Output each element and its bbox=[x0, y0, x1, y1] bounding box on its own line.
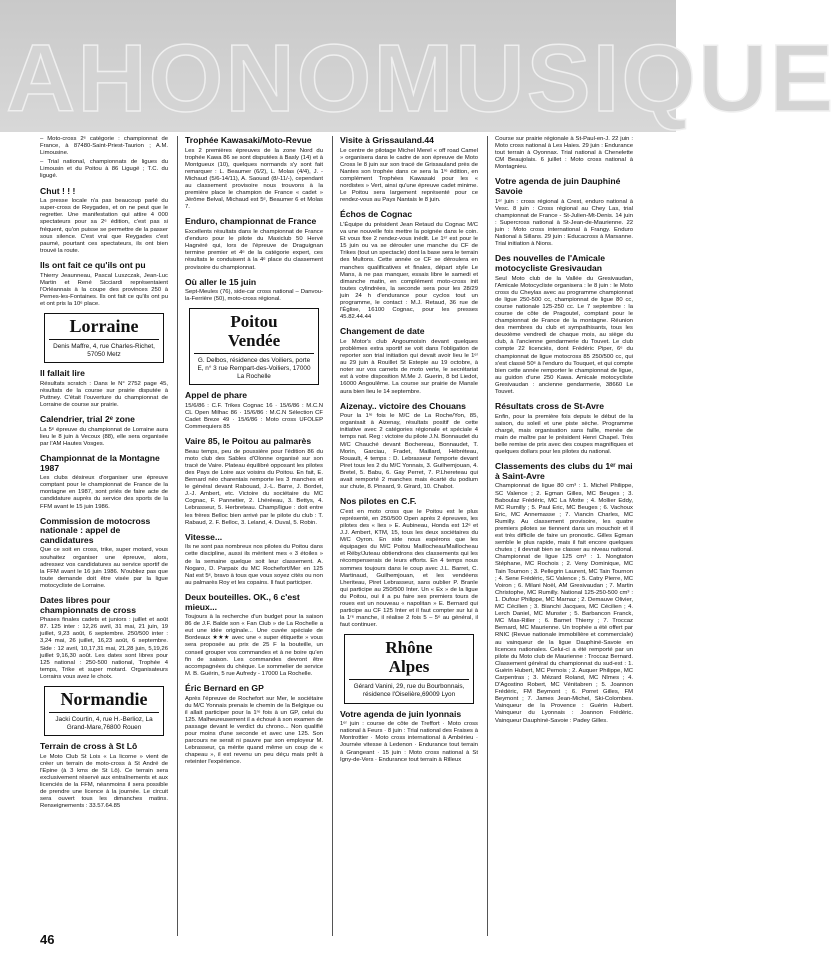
article-text: Sept-Meules (76), side-car cross national – Danvou-la-Ferrière (50), moto-cross régional. bbox=[185, 289, 323, 303]
section-banner bbox=[0, 0, 835, 132]
column-divider bbox=[487, 136, 488, 936]
article-heading: Chut ! ! ! bbox=[40, 185, 76, 196]
region-title: Normandie bbox=[60, 689, 148, 710]
region-box-normandie bbox=[44, 686, 164, 736]
article-heading: Votre agenda de juin lyonnais bbox=[340, 708, 462, 719]
article-text: Ils ne sont pas nombreux nos pilotes du Poitou dans cette discipline, aussi ils méritent mes « 3 étoiles » de la semaine quelque soit leur classement. A. Nogaro, D. Parpaix du MC Rochefort/Mer en 125 Nat est 5ᵉ, bravo à tous que vous soyez cités ou non au palmarès Roy et les copains. Il faut participer. bbox=[185, 544, 323, 586]
article-text: Après l'épreuve de Rochefort sur Mer, le sociétaire du M/C Yonnais prenais le chemin de la Belgique ou il allait participer pour la 1ʳᵉ fois à un GP, celui du 125. Malheureusement il a échoué à son examen de passage devant le verdict du chrono... Non qualifié pour moins d'une seconde et avec une 125. Son parcours ne serait ni pauvre par son employeur M. Lebrasseur, ça mérite quand même un coup de « chapeau », il est revenu un peu déçu mais prêt à reteinter l'expérience. bbox=[185, 695, 323, 766]
column-divider bbox=[177, 136, 178, 936]
region-contact: G. Delbos, résidence des Voiliers, porte E, n° 3 rue Rempart-des-Voiliers, 17000 La Rochelle bbox=[197, 357, 311, 380]
region-title: Vendée bbox=[227, 331, 281, 351]
article-text: – Trial national, championnats de ligues du Limousin et du Poitou à 86 Ligugé ; T.C. du ligugé. bbox=[40, 159, 168, 180]
article-heading: Éric Bernard en GP bbox=[185, 682, 264, 693]
divider bbox=[194, 353, 314, 354]
article-text: Le Motor's club Angoumoisin devant quelques problèmes extra sportif se voit dans l'obligation de reporter son trial initiation qui devait avoir lieu le 1ᵉʳ au 29 juin à Rouillet St Estepie au 19 octobre, à noter sur vos carnets de moto verte, le secrétariat est à votre disposition M.Me J. Guerin, 8 bd Liedot, 16000 Angoulême. La course sur prairie de Mansle aura bien lieu le 14 septembre. bbox=[340, 338, 478, 395]
column-3 bbox=[340, 136, 478, 936]
region-title: Rhône bbox=[385, 638, 433, 658]
article-heading: Ils ont fait ce qu'ils ont pu bbox=[40, 259, 146, 270]
divider bbox=[349, 679, 469, 680]
article-text: Pour la 1ʳᵉ fois le M/C de La Roche/Yon, 85, organisait à Aizenay, résultats positif de cette initiative avec 2 catégories régionale et spéciale 4 temps nat. Reg : victoire du pilote J.N. Bonnaudet du M/C Chauché devant Bochereau, Bonnaudet, T. Morin, Garciau, Fradet, Maillard, Hébréteau, Rouault, 4 temps : D. Lebrasseur l'emporte devant Piret tous les 2 du M/C Yonnais, 3. Guilhemjouan, 4. Bretel, 5. Babu, 6. Gay Perret, 7. P.Lhereteau qui avait remporté 2 manches mais écarté du podium sur chute, 8. Pinsard, 9. Girard, 10. Chabot. bbox=[340, 413, 478, 491]
article-text: 1ᵉʳ juin : cross régional à Crest, enduro national à Vesc. 8 juin : Cross régional au Chey Las, trial championnat de France - St-Julien-Mt-Denis. 14 juin : Supercross national à St-Jean-de-Maurienne. 22 juin : Moto cross international à Frangy. Enduro National à Sillans. 29 juin : Educacross à Marsanne. Trial initiation à Nions. bbox=[495, 198, 633, 248]
region-title: Poitou bbox=[230, 312, 278, 332]
region-box-rhone-alpes bbox=[344, 634, 474, 703]
article-text: Les 2 premières épreuves de la zone Nord du trophée Kawa 86 se sont disputées à Basly (14) et à Montgueux (10), quelques normands s'y sont fait remarquer : L. Beaumer (6/2), L. Molas (4/4), J. -Michaud (5/6-14/11), A. Saouad (8/-11/-), cependant au classement provisoire nous trouvons à la première place le champion de France « cadet » Jérôme Belval, Michaud est 5ᵉ, Beaumer 6 et Molas 7. bbox=[185, 147, 323, 211]
article-text: Le Moto Club St Lois « La licorne » vient de créer un terrain de moto-cross à St André de l'Epine (à 3 kms de St Lô). Ce terrain sera exclusivement réservé aux entraînements et aux licenciés de la FFM, néanmoins il sera possible de prendre une licence à la journée. Le circuit sera ouvert tous les dimanches matins. Renseignements : 33.57.64.85 bbox=[40, 753, 168, 810]
article-heading: Terrain de cross à St Lô bbox=[40, 741, 138, 752]
region-box-poitou-vendee bbox=[189, 308, 319, 385]
article-heading: Où aller le 15 juin bbox=[185, 276, 257, 287]
article-heading: Enduro, championnat de France bbox=[185, 216, 317, 227]
article-text: Seul Moto club de la Vallée du Gresivaudan, l'Amicale Motocycliste organisera : le 8 juin : le Moto cross du Cheylas avec au programme championnat de ligue 250-500 cc, championnat de ligue 80 cc, course nationale 125-250 cc. Le 7 septembre : la course de côte de Pragoutel, comptant pour le championnat de France de la montagne. Réunion des membres du club et sympathisants, tous les deuxième vendredi de chaque mois, au siège du club, à l'ancienne gendarmerie du Touvet. Le club compte 22 licenciés, dont Frédéric Piper, 6ᵉ du championnat de ligue motocross 85 250/500 cc, qui s'est classé 50ᵉ à l'enduro du Touquet, et qui compte bien cette année remporter le championnat de ligue, au guidon d'une 250 Kawa. Amicale motocycliste Gresivaudan : ancienne gendarmerie, 38660 Le Touvet. bbox=[495, 275, 633, 395]
divider bbox=[49, 339, 159, 340]
article-text: Le centre de pilotage Michel Merel « off road Camel » organisera dans le cadre de son épreuve de Moto Cross le 8 juin sur son tracé de Grissauland près de Nantes son trophée dans ce sera la 1ʳᵉ édition, en complément Trophées Kawasaki pour les « nordistes » Vert, ainsi qu'une épreuve cadet minime. Le Poitou sera largement représenté pour ce rendez-vous au Pays Nantais le 8 juin. bbox=[340, 147, 478, 204]
article-text: Les clubs désireux d'organiser une épreuve comptant pour le championnat de France de la montagne en 1987, sont priés de faire acte de candidature auprès du service des sports de la FFM avant le 15 juin 1986. bbox=[40, 475, 168, 510]
article-heading: Votre agenda de juin Dauphiné Savoie bbox=[495, 176, 621, 197]
article-text: Excellents résultats dans le championnat de France d'enduro pour le pilote du Maxiclub 50 Hervé Hagnéré qui, lors de l'épreuve de Draguignan termine premier et 4ᵉ de la catégorie expert, ces résultats le conduisent à la 4ᵉ place du classement provisoire du championnat. bbox=[185, 229, 323, 271]
page-number: 46 bbox=[40, 932, 55, 947]
article-heading: Deux bouteilles. OK., 6 c'est mieux... bbox=[185, 591, 300, 612]
region-title: Lorraine bbox=[69, 315, 139, 336]
article-heading: Dates libres pour championnats de cross bbox=[40, 595, 136, 615]
article-heading: Commission de motocross nationale : appel de candidatures bbox=[40, 515, 151, 545]
article-heading: Classements des clubs du 1ᵉʳ mai à Saint-Avre bbox=[495, 461, 633, 481]
article-text: Thierry Jeaunneau, Pascal Luszczak, Jean-Luc Martin et René Sicciardi représentaient l'Orléannais à la coupe des provinces 250 à Pernes-les-Fontaines. Ils ont fait ce qu'ils ont pu et ont pris la 10ᵉ place. bbox=[40, 272, 168, 307]
article-text: Course sur prairie régionale à St-Paul-en-J. 22 juin : Moto cross national à Les Haies. 29 juin : Endurance tout terrain à Oyonnax. Trial national à Chenelette CM Beaujolais. 6 juillet : Moto cross national à Montagnieu. bbox=[495, 136, 633, 171]
article-heading: Nos pilotes en C.F. bbox=[340, 496, 417, 507]
column-1 bbox=[40, 136, 168, 936]
article-text: Championnat de ligue 80 cm³ : 1. Michel Philippe, SC Valence ; 2. Egman Gilles, MC Beuges ; 3. Baboulaz Frédéric, MC La Motte ; 4. Mollier Eddy, MC Rumilly ; 5. Paul Eric, MC Beuges ; 6. Vachoux Eric, MC Annemasse ; 7. Viancin Charles, MC Rumilly. Au classement provisoire, les quatre premiers pilotes se tiennent dans un mouchoir et il est très difficile de faire un pronostic. Gilles Egman semble le plus rapide, mais il fait encore quelques chutes ; il devrait bien se classer au niveau national. Championnat de ligue 125 cm³ : 1. Nongtaton Stéphane, MC Rochois ; 2. Veny Dominique, MC Tain Tournon ; 3. Pellegrin Laurent, MC Tain Tournon ; 4. Sene Frédéric, SC Valence ; 5. Catry Pierre, MC Voiron ; 6. Milani Noël, AM Gresivaudan ; 7. Martin Christophe, MC Rumilly. National 125-250-500 cm³ : 1. Dufour Philippe, MC Marnaz ; 2. Demauve Olivier, MC Cécilien ; 3. Bianchi Jacques, MC Cécilien ; 4. Lerch Daniel, MC Munster ; 5. Barbancon Franck, MC Mas-Riller ; 6. Barnet Thierry ; 7. Troccaz Bernard, MC Maurienne. Un trophée a été offert par RNIC (Revue nationale immobilière et commerciale) au vainqueur de la ligue Dauphiné-Savoie en licences nationales. Celui-ci a été remporté par un pilote du Moto club de Maurienne : Troccaz Bernard. Classement général du championnat du sud-est : 1. Guérin Hubert, MC Pernois ; 2. Auquer Philippe, MC Carpentras ; 3. Mézard Roland, MC Nîmes ; 4. D'Agostino Robert, MC Vénitabren ; 5. Joannon Frédéric, FM Beymont ; 6. Porret Gilles, FM Beymont ; 7. James Jean-Michel, Ski-Colombes. Vainqueur de la Provence : Guérin Hubert. Vainqueur du Lyonnais : Joannon Frédéric. Vainqueur Dauphiné-Savoie : Padey Gilles. bbox=[495, 483, 633, 724]
article-text: La presse locale n'a pas beaucoup parlé du super-cross de Reygades, et on ne peut que le regretter. Une manifestation qui attire 4 000 spectateurs pour sa 2ᵉ édition, c'est pas si fréquent, qu'on puisse se permettre de la passer sous silence. C'est vrai que Reygades c'est paumé, pourtant ces spectateurs, ils ont bien trouvé la route. bbox=[40, 198, 168, 254]
article-text: 15/6/86 : C.F. Trikes Cognac 16 · 15/6/86 : M.C.N CL Open Milhac 86 · 15/6/86 : M.C.N Sélection CF Cadet Breze 49 · 15/6/86 : Moto cross UFOLEP Commequiers 85 bbox=[185, 402, 323, 431]
article-text: Enfin, pour la première fois depuis le début de la saison, du soleil et une piste sèche. Programme chargé, mais organisation sans faille, menée de main de maître par le président Henri Chapel. Très belle remise de prix avec des coupes magnifiques et quelques dollars pour les pilotes du national. bbox=[495, 413, 633, 456]
article-text: L'Équipe du président Jean Retaud du Cognac M/C va une nouvelle fois mettre la poignée dans le coin. Et vous fixe 2 rendez-vous inédit. Le 1ᵉʳ est pour le 15 juin ou va se dérouler une manche du CF de Trikes (tout un spectacle) dont la base sera le terrain des Multons. Cette année ce CF se déroulera en manches qualificatives et finales, départ style Le Mans, à ne pas manquer, essais libre le samedi et dimanche matin, en complément moto-cross init toutes cylindrées, la seconde sera pour les 28/29 juin 24 h d'endurance pour cyclos tout un programme, le contact : M.J. Retaud, 36 rue de l'Église, 16100 Cognac, pour les presses 45.82.44.44 bbox=[340, 221, 478, 321]
article-text: Que ce soit en cross, trike, super motard, vous souhaitez organiser une épreuve, alors, adressez vos candidatures au service sportif de la FFM avant le 16 juin 1986. N'oubliez pas que toute demande doit être visée par la ligue motocycliste de Lorraine. bbox=[40, 547, 168, 589]
article-text: Toujours à la recherche d'un budget pour la saison 86 de J.F. Balde son « Fan Club » de La Rochelle a eut une idée originale... Une cuvée spéciale de Bordeaux ★★★ avec une « super étiquette » vous sera proposée au prix de 25 F la bouteille, un conseil grouper vos commandes et à ne boire qu'en fin de saison. Les commandes devront être accompagnées du chèque. Le sommelier de service M. B. Guérin, 5 rue Aufredy - 17000 La Rochelle. bbox=[185, 614, 323, 677]
article-heading: Championnat de la Montagne 1987 bbox=[40, 453, 160, 473]
article-heading: Trophée Kawasaki/Moto-Revue bbox=[185, 135, 312, 145]
column-2 bbox=[185, 136, 323, 936]
article-heading: Résultats cross de St-Avre bbox=[495, 401, 605, 412]
region-contact: Gérard Vanini, 29, rue du Bourbonnais, résidence l'Oiselière,69009 Lyon bbox=[353, 683, 465, 698]
article-text: C'est en moto cross que le Poitou est le plus représenté, en 250/500 Open après 2 épreuves, les pilotes des « lies » E. Aubineau, Honda est 12ᵉ et J.J. Ambert, KTM, 15, tous les deux sociétaires du M/C Oyron. En side nous espérons que les équipages du M/C Poitou Maillocheau/Maillocheau et Réby/Juteau obtiendrons des classements qui les récompenserais de leurs efforts. En 4 temps nous sommes toujours dans le coup avec J.L. Barret, C. Martinaud, Guilhemjouan, et les vendéens Lheriteau, Piret Lebrasseur, sans oublier P. Branle qui participe au 250/500 Inter. Un « Ex » de la ligue du Poitou, oui il a pu faire ses premiers tours de roues est un nouveau « napolitan » E. Bernard qui participe au CF 125 Inter et il faut compter sur lui à la 1ʳᵉ manche, il réalise 2 fois 5 – 5ᵉ au général, il faut continuer. bbox=[340, 508, 478, 629]
article-text: Beau temps, peu de poussière pour l'édition 86 du moto club des Sables d'Olonne organisé sur son tracé de Vaire. Plateau équilibré opposant les pilotes des Pays de Loire aux voisins du Poitou. En fait, E. Bernard néo charentais remporte les 3 manches et le général devant Rabouad, J.-L. Barre, J. Bordet, J.-J. Ambert, etc. Victoire du sociétaire du MC Cognac, F. Pannetier, 2. Lhéréeau, 3. Bettys, 4. Lebrasseur, 5. Herbreteau. Champ/ligue : doit entre les frères Belloc bien arrivé par le pilote du club : T. Rabaud, 2. F. Belloc, 3. Leland, 4. Duval, 5. Robin. bbox=[185, 448, 323, 526]
article-heading: Visite à Grissauland.44 bbox=[340, 135, 434, 145]
article-heading: Des nouvelles de l'Amicale motocycliste Gresivaudan bbox=[495, 253, 605, 273]
column-divider bbox=[332, 136, 333, 936]
region-box-lorraine bbox=[44, 313, 164, 363]
article-heading: Échos de Cognac bbox=[340, 209, 413, 220]
article-heading: Il fallait lire bbox=[40, 368, 85, 379]
article-text: La 5ᵉ épreuve du championnat de Lorraine aura lieu le 8 juin à Vecoux (88), elle sera organisée par l'AM Hautes Vosges. bbox=[40, 426, 168, 447]
article-heading: Appel de phare bbox=[185, 390, 248, 401]
article-text: – Moto-cross 2ᵉ catégorie : championnat de France, à 87480-Saint-Priest-Taurion ; A.M. Limousine. bbox=[40, 136, 168, 157]
divider bbox=[49, 712, 159, 713]
article-heading: Vitesse... bbox=[185, 531, 223, 542]
column-4 bbox=[495, 136, 633, 936]
article-heading: Vaire 85, le Poitou au palmarès bbox=[185, 436, 312, 447]
article-text: Phases finales cadets et juniors : juillet et août 87. 125 inter : 12,26 avril, 31 mai, 21 juin, 19 juillet, 9,23 août, 6 septembre. 250/500 inter : 3,24 mai, 26 juillet, 16,23 août, 6 septembre. Side : 12 avril, 10,17,31 mai, 21,28 juin, 5,19,26 juillet 9,16,30 août. Les dates sont libres pour 125 national : 250-500 national, Trophée 4 temps, Trike et super motard. Organisateurs Lorrains vous avez le choix. bbox=[40, 617, 168, 680]
region-contact: Denis Maffre, 4, rue Charles-Richet, 57050 Metz bbox=[53, 342, 155, 358]
article-text: 1ᵉʳ juin : course de côte de Treffort · Moto cross national à Feurs · 8 juin : Trial national des Fraises à Montrottier · Moto cross international à Ambérieu · Journée vitesse à Ledenon · Endurance tout terrain à Grangeant · 15 juin : Moto cross national à St Igny-de-Vers · Endurance tout terrain à Rilleux bbox=[340, 721, 478, 763]
region-contact: Jacki Courtin, 4, rue H.-Berlioz, La Grand-Mare,76800 Rouen bbox=[55, 716, 153, 731]
article-heading: Calendrier, trial 2ᵉ zone bbox=[40, 414, 135, 425]
region-title: Alpes bbox=[388, 657, 430, 677]
article-heading: Changement de date bbox=[340, 326, 425, 337]
article-text: Résultats scratch : Dans le N° 2752 page 45, résultats de la course sur prairie disputée à Puttney. C'était l'ouverture du championnat de Lorraine de course sur prairie. bbox=[40, 380, 168, 409]
article-heading: Aizenay.. victoire des Chouans bbox=[340, 400, 466, 411]
banner-title: AHONOMUSIQUE bbox=[6, 25, 835, 132]
